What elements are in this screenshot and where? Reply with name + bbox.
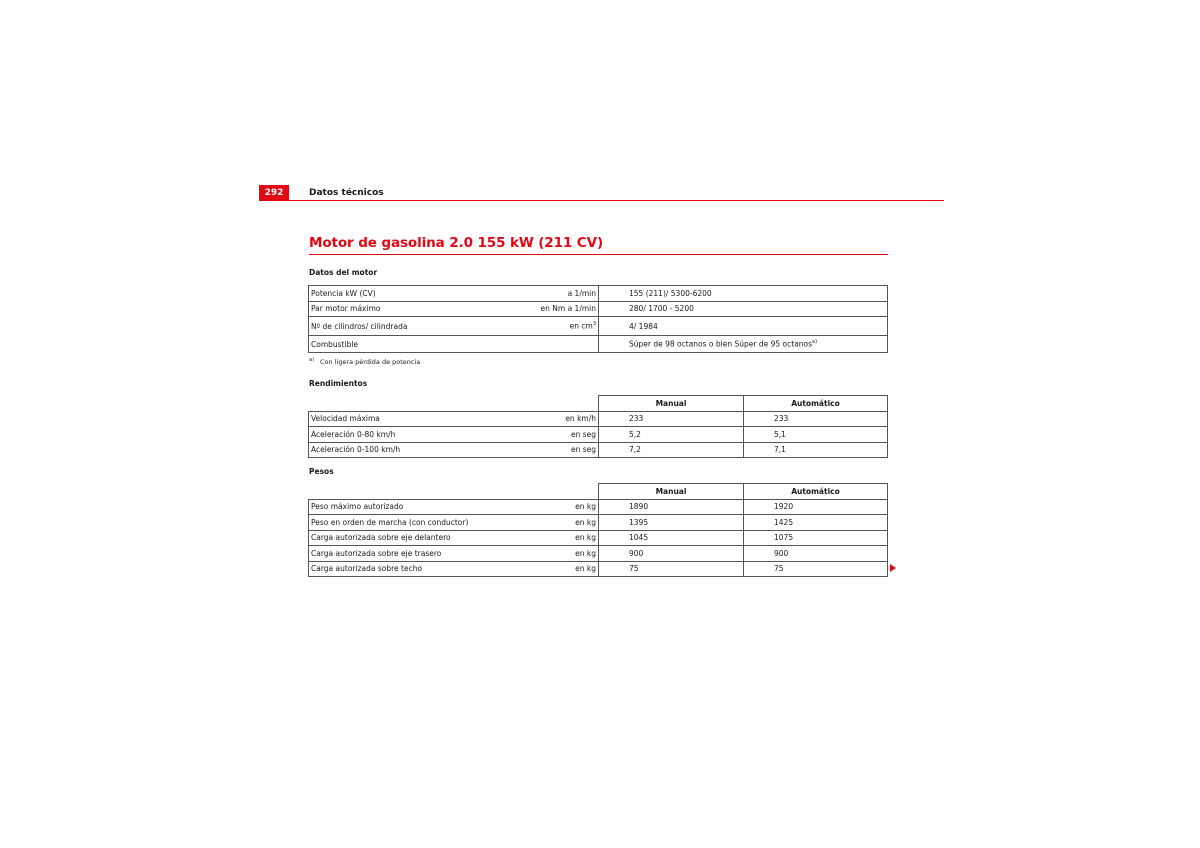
table-row [309, 561, 888, 577]
row-unit: en cm [569, 321, 593, 331]
col-manual: Manual [599, 484, 744, 500]
row-unit: en seg [570, 429, 596, 439]
performance-table [308, 395, 888, 458]
row-label: Velocidad máxima [311, 414, 380, 424]
row-unit: en km/h [565, 414, 596, 424]
row-label: Potencia kW (CV) [311, 288, 376, 298]
auto-value: 7,1 [744, 442, 888, 458]
auto-value: 75 [744, 561, 888, 577]
row-label: Carga autorizada sobre eje delantero [311, 533, 451, 543]
row-label: Aceleración 0-80 km/h [311, 429, 396, 439]
col-manual: Manual [599, 396, 744, 412]
manual-value: 1890 [599, 499, 744, 515]
table-header-row [309, 396, 888, 412]
row-label: Combustible [311, 339, 359, 349]
table-header-row [309, 484, 888, 500]
engine-heading: Datos del motor [309, 268, 378, 277]
next-page-arrow-icon [890, 564, 896, 572]
row-value: Súper de 98 octanos o bien Súper de 95 octanos [629, 339, 813, 349]
weights-table [308, 483, 888, 577]
table-row [309, 530, 888, 546]
table-row [309, 317, 888, 336]
table-row [309, 442, 888, 458]
row-label: Carga autorizada sobre techo [311, 564, 423, 574]
auto-value: 5,1 [744, 427, 888, 443]
engine-table [308, 285, 888, 353]
row-unit: en kg [575, 564, 596, 574]
row-label: Peso máximo autorizado [311, 502, 404, 512]
performance-heading: Rendimientos [309, 379, 368, 388]
manual-value: 1045 [599, 530, 744, 546]
row-label: Nº de cilindros/ cilindrada [311, 321, 408, 331]
auto-value: 1075 [744, 530, 888, 546]
col-automatic: Automático [744, 396, 888, 412]
row-unit: en kg [575, 548, 596, 558]
manual-value: 233 [599, 411, 744, 427]
manual-value: 5,2 [599, 427, 744, 443]
page-title: Motor de gasolina 2.0 155 kW (211 CV) [309, 235, 604, 251]
row-value: 4/ 1984 [599, 317, 888, 336]
row-unit: en kg [575, 517, 596, 527]
row-unit: en kg [575, 502, 596, 512]
page-number: 292 [259, 185, 289, 201]
auto-value: 1920 [744, 499, 888, 515]
footnote-ref: a) [812, 339, 818, 346]
manual-value: 1395 [599, 515, 744, 531]
col-automatic: Automático [744, 484, 888, 500]
row-unit: en seg [570, 445, 596, 455]
footnote [309, 357, 420, 366]
footnote-mark: a) [309, 357, 315, 363]
auto-value: 900 [744, 546, 888, 562]
table-row [309, 336, 888, 353]
manual-value: 7,2 [599, 442, 744, 458]
table-row [309, 286, 888, 302]
table-row [309, 515, 888, 531]
weights-heading: Pesos [309, 467, 334, 476]
table-row [309, 427, 888, 443]
row-label: Peso en orden de marcha (con conductor) [311, 517, 469, 527]
auto-value: 233 [744, 411, 888, 427]
table-row [309, 411, 888, 427]
header-rule [259, 200, 944, 201]
manual-value: 75 [599, 561, 744, 577]
manual-value: 900 [599, 546, 744, 562]
auto-value: 1425 [744, 515, 888, 531]
unit-superscript: 3 [592, 321, 596, 328]
row-label: Carga autorizada sobre eje trasero [311, 548, 442, 558]
row-label: Par motor máximo [311, 304, 381, 314]
row-label: Aceleración 0-100 km/h [311, 445, 401, 455]
footnote-text: Con ligera pérdida de potencia [320, 358, 421, 367]
row-unit: en Nm a 1/min [540, 304, 596, 314]
table-row [309, 499, 888, 515]
table-row [309, 546, 888, 562]
row-unit: en kg [575, 533, 596, 543]
table-row [309, 301, 888, 317]
row-unit: a 1/min [567, 288, 596, 298]
title-rule [309, 254, 888, 255]
row-value: 155 (211)/ 5300-6200 [599, 286, 888, 302]
row-value: 280/ 1700 - 5200 [599, 301, 888, 317]
running-head: Datos técnicos [309, 188, 384, 198]
